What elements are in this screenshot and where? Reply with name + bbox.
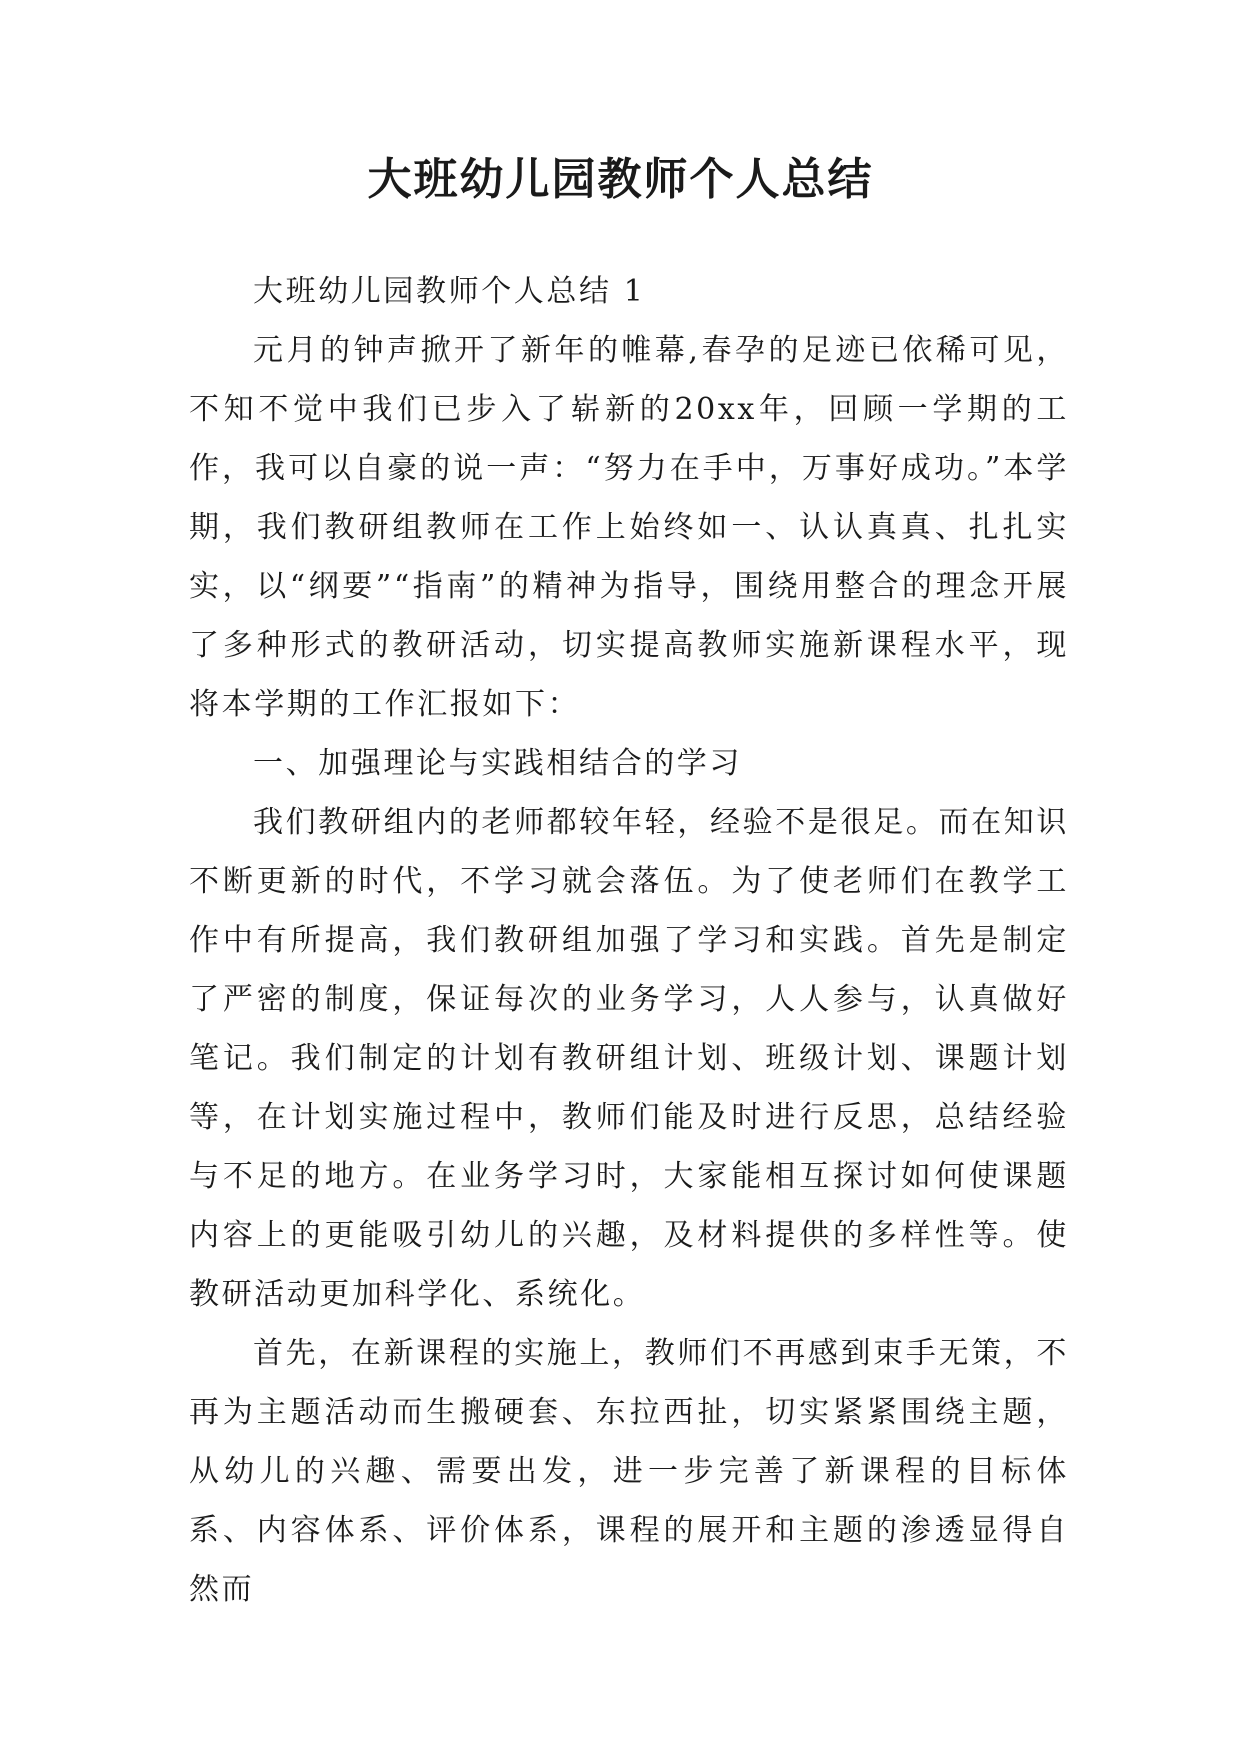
section-subtitle: 大班幼儿园教师个人总结 1 <box>253 274 646 309</box>
paragraph-study: 我们教研组内的老师都较年轻，经验不是很足。而在知识不断更新的时代，不学习就会落伍。为了使老师们在教学工作中有所提高，我们教研组加强了学习和实践。首先是制定了严密的制度，保证每次的业务学习，人人参与，认真做好笔记。我们制定的计划有教研组计划、班级计划、课题计划等，在计划实施过程中，教师们能及时进行反思，总结经验与不足的地方。在业务学习时，大家能相互探讨如何使课题内容上的更能吸引幼儿的兴趣，及材料提供的多样性等。使教研活动更加科学化、系统化。 <box>189 805 1069 1312</box>
section-heading-1: 一、加强理论与实践相结合的学习 <box>253 746 742 781</box>
document-body <box>189 262 1069 1619</box>
paragraph-intro: 元月的钟声掀开了新年的帷幕,春孕的足迹已依稀可见，不知不觉中我们已步入了崭新的20xx年，回顾一学期的工作，我可以自豪的说一声：“努力在手中，万事好成功。”本学期，我们教研组教师在工作上始终如一、认认真真、扎扎实实，以“纲要”“指南”的精神为指导，围绕用整合的理念开展了多种形式的教研活动，切实提高教师实施新课程水平，现将本学期的工作汇报如下： <box>189 333 1069 722</box>
document-title: 大班幼儿园教师个人总结 <box>367 154 874 205</box>
paragraph-curriculum: 首先，在新课程的实施上，教师们不再感到束手无策，不再为主题活动而生搬硬套、东拉西扯，切实紧紧围绕主题，从幼儿的兴趣、需要出发，进一步完善了新课程的目标体系、内容体系、评价体系，课程的展开和主题的渗透显得自然而 <box>189 1336 1069 1607</box>
